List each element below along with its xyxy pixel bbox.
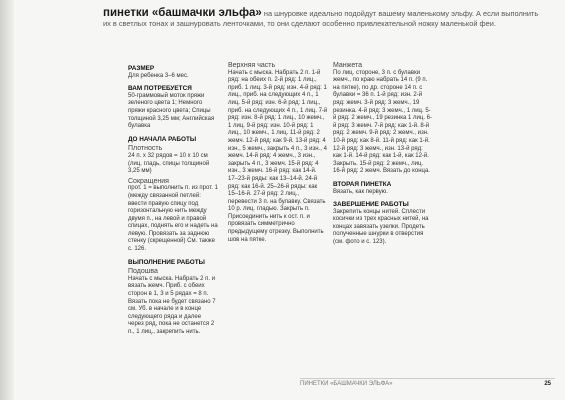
work-heading: ВЫПОЛНЕНИЕ РАБОТЫ: [128, 258, 205, 266]
finishing-heading: ЗАВЕРШЕНИЕ РАБОТЫ: [333, 201, 409, 209]
page-title: пинетки «башмачки эльфа»: [103, 7, 262, 19]
size-heading: РАЗМЕР: [128, 65, 155, 72]
abbr-text: прот. 1 = выполнить п. из прот. 1 (между связанной петлей: ввести правую спицу под горизонтальную нить между двумя п., на левой и правой спицах, поднять его и надеть на левую. Провязать за заднюю стенку (скрещенной) См. также с. 126.: [128, 185, 218, 253]
second-bootie-text: Вязать, как первую.: [333, 188, 388, 195]
upper-text: Начать с мыска. Набрать 2 п. 1-й ряд: на обеих п. 2-й ряд: 1 лиц., приб. 1 лиц. 3-й ряд: изн. 4-й ряд: 1 лиц., приб. на следующих 4 п., 1 лиц. 5-й ряд: изн. 6-й ряд: 1 лиц., приб. на следующих 4 п., 1 лиц. 7-й ряд: изн. 8-й ряд: 1 лиц., 10 жемч., 1 лиц. 9-й ряд: изн. 10-й ряд: 1 лиц., 10 жемч., 1 лиц. 11-й ряд: 2 жемч. 12-й ряд: как 9-й. 13-й ряд: 4 изн., 5 жемч., закрыть 4 п., 3 изн., 4 жемч. 14-й ряд: 4 жемч., 3 изн., закрыть 4 п., 3 жемч. 15-й ряд: 4 изн., 3 жемч. 16-й ряд: как 14-й. 17–23-й ряды: как 13–14-й. 24-й ряд: как 16-й. 25–26-й ряды: как 15–16-й. 27-й ряд: 2 лиц., перевести 3 п. на булавку. Связать 10 р. лиц. гладью. Закрыть п. Присоединить нить к ост. п. и провязать симметрично предыдущему отрезку. Выполнить шов на пятке.: [228, 69, 328, 243]
sole-heading: Подошва: [128, 268, 158, 276]
before-heading: ДО НАЧАЛА РАБОТЫ: [128, 135, 197, 143]
upper-heading: Верхняя часть: [228, 62, 276, 69]
page-number: 25: [544, 381, 551, 387]
size-text: Для ребенка 3–6 мес.: [128, 72, 189, 79]
materials-heading: ВАМ ПОТРЕБУЕТСЯ: [128, 85, 192, 93]
materials-text: 50-граммовый моток пряжи зеленого цвета 1; Немного пряжи красного цвета; Спицы толщиной 3,25 мм; Английская булавка: [128, 92, 215, 130]
finishing-text: Закрепить концы нитей. Сплести косички из трех красных нитей, на концах завязать узелки. Продеть полученные шнурки в отверстия (см. фото и с. 123).: [333, 208, 429, 246]
column-2: [228, 60, 328, 244]
cuff-text: По лиц. стороне, 3 п. с булавки жемч., по краю набрать 14 п. (9 п. на пятке), по др. стороне 14 п. с булавки = 36 п. 1-й ряд: изн. 2-й ряд: жемч. 3-й ряд: 3 жемч., 19 резинка. 4-й ряд: 3 жемч., 1 лиц. 5-й ряд: 2 жемч., 19 резинка 1 лиц. 6-й ряд: 3 жемч. 7-й ряд: как 1-й. 8-й ряд: 2 жемч. 9-й ряд: 2 жемч., изн. 10-й ряд: как 8-й. 11-й ряд: как 1-й. 12-й ряд: 3 жемч., изн. 13-й ряд: как 1-й. 14-й ряд: как 1-й, как 12-й. Закрыть. 15-й ряд: 2 жемч., лиц. 16-й ряд: 2 жемч. Вязать до конца.: [333, 69, 432, 175]
page-footer: [300, 378, 555, 387]
column-3: [333, 60, 433, 247]
title-block: [103, 8, 543, 29]
intro-text: на шнуровке идеально подойдут вашему маленькому эльфу. А если выполнить их в светлых тонах и зашнуровать ленточками, то они сделают особенно привлекательной ножку маленькой феи.: [103, 9, 539, 28]
column-1: [128, 60, 218, 337]
book-spine-shadow: [0, 0, 14, 400]
second-bootie-heading: ВТОРАЯ ПИНЕТКА: [333, 180, 392, 188]
density-heading: Плотность: [128, 145, 163, 153]
density-text: 24 п. х 32 рядов = 10 х 10 см (лиц. гладь, спицы толщиной 3,25 мм): [128, 152, 210, 175]
abbr-heading: Сокращения: [128, 177, 169, 185]
cuff-heading: Манжета: [333, 62, 363, 69]
running-title: ПИНЕТКИ «БАШМАЧКИ ЭЛЬФА»: [300, 381, 393, 387]
sole-text: Начать с мыска. Набрать 2 п. и вязать жемч. Приб. с обеих сторон в 1, 3 и 5 рядах = 8 п. Вязать пока не будет связано 7 см. Уб. в начале и в конце следующего ряда и далее через ряд, пока не останется 2 п., 1 лиц., закрепить нить.: [128, 275, 216, 335]
